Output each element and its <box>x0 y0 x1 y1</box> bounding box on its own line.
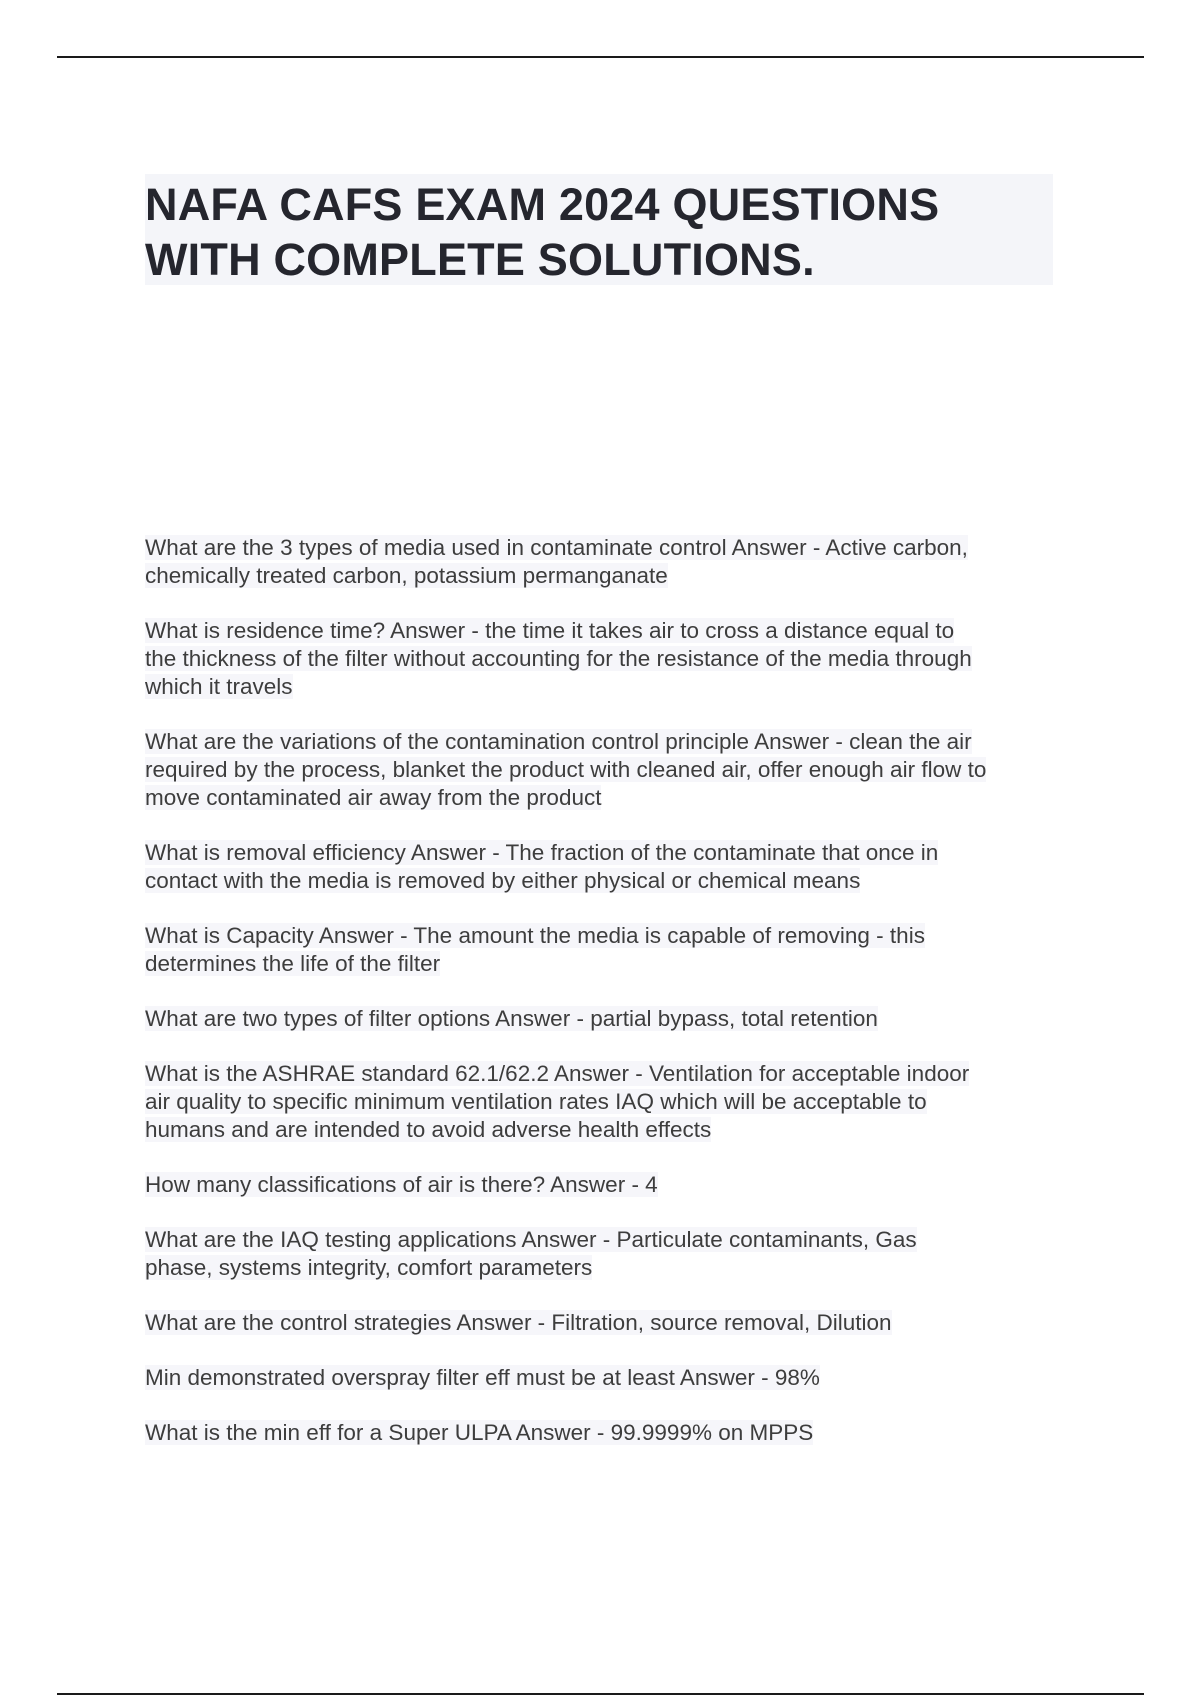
qa-line: What is removal efficiency Answer - The fraction of the contaminate that once in <box>145 840 939 865</box>
qa-line: What is the min eff for a Super ULPA Answer - 99.9999% on MPPS <box>145 1420 814 1445</box>
qa-line: which it travels <box>145 674 293 699</box>
qa-line: What are the IAQ testing applications Answer - Particulate contaminants, Gas <box>145 1227 917 1252</box>
qa-line: chemically treated carbon, potassium permanganate <box>145 563 668 588</box>
qa-line: What are the variations of the contamination control principle Answer - clean the air <box>145 729 972 754</box>
qa-line: What is the ASHRAE standard 62.1/62.2 Answer - Ventilation for acceptable indoor <box>145 1061 970 1086</box>
qa-item <box>145 617 1065 701</box>
qa-line: move contaminated air away from the product <box>145 785 602 810</box>
qa-line: What are the control strategies Answer - Filtration, source removal, Dilution <box>145 1310 892 1335</box>
top-rule <box>57 56 1144 58</box>
qa-line: phase, systems integrity, comfort parameters <box>145 1255 593 1280</box>
title-line: WITH COMPLETE SOLUTIONS. <box>145 234 815 285</box>
qa-item <box>145 839 1065 895</box>
qa-item <box>145 922 1065 978</box>
qa-item <box>145 534 1065 590</box>
qa-item <box>145 1309 1065 1337</box>
qa-line: humans and are intended to avoid adverse health effects <box>145 1117 712 1142</box>
qa-line: required by the process, blanket the product with cleaned air, offer enough air flow to <box>145 757 987 782</box>
qa-line: How many classifications of air is there? Answer - 4 <box>145 1172 658 1197</box>
bottom-rule <box>57 1693 1144 1695</box>
title-line: NAFA CAFS EXAM 2024 QUESTIONS <box>145 179 940 230</box>
qa-item <box>145 1005 1065 1033</box>
qa-line: What is residence time? Answer - the time it takes air to cross a distance equal to <box>145 618 955 643</box>
qa-line: Min demonstrated overspray filter eff must be at least Answer - 98% <box>145 1365 820 1390</box>
qa-item <box>145 1364 1065 1392</box>
qa-line: contact with the media is removed by either physical or chemical means <box>145 868 861 893</box>
qa-line: What are two types of filter options Answer - partial bypass, total retention <box>145 1006 878 1031</box>
qa-item <box>145 1226 1065 1282</box>
qa-line: air quality to specific minimum ventilation rates IAQ which will be acceptable to <box>145 1089 927 1114</box>
qa-line: determines the life of the filter <box>145 951 441 976</box>
qa-item <box>145 1060 1065 1144</box>
qa-item <box>145 728 1065 812</box>
page-title <box>145 174 1053 285</box>
qa-line: What is Capacity Answer - The amount the media is capable of removing - this <box>145 923 925 948</box>
qa-item <box>145 1419 1065 1447</box>
qa-item <box>145 1171 1065 1199</box>
qa-line: What are the 3 types of media used in contaminate control Answer - Active carbon, <box>145 535 968 560</box>
qa-list <box>145 534 1065 1474</box>
qa-line: the thickness of the filter without accounting for the resistance of the media through <box>145 646 972 671</box>
